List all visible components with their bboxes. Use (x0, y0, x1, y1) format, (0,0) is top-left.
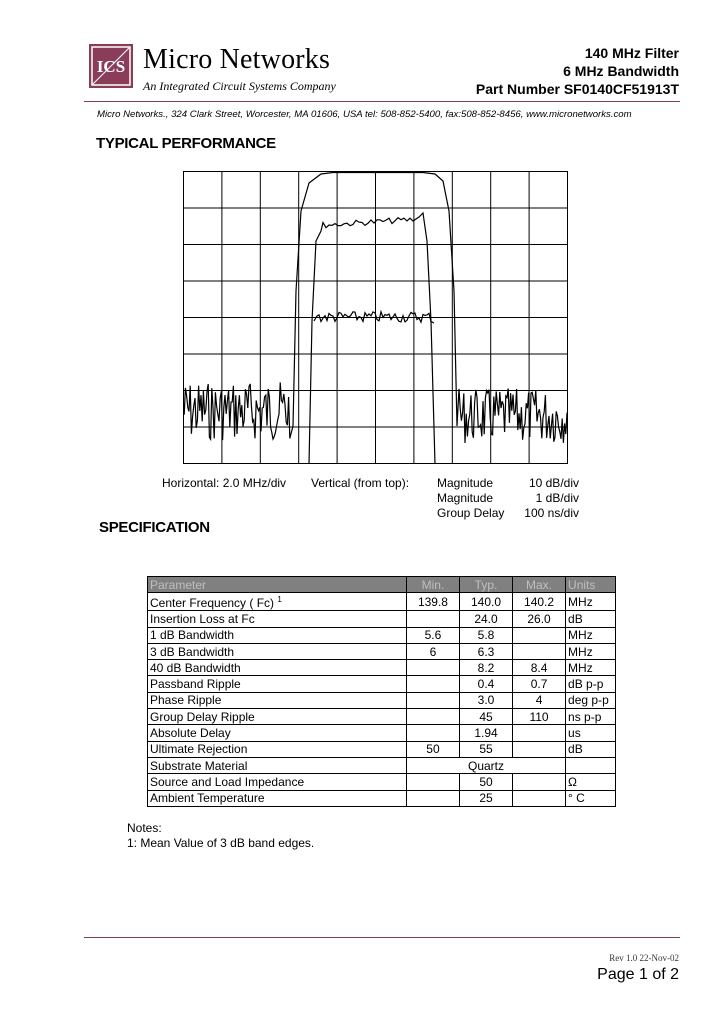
min-cell (406, 709, 459, 725)
typ-cell: 55 (459, 741, 512, 757)
max-cell: 140.2 (513, 593, 566, 611)
max-cell: 110 (513, 709, 566, 725)
unit-cell: MHz (566, 593, 616, 611)
unit-cell: MHz (566, 643, 616, 659)
param-cell: Passband Ripple (148, 676, 407, 692)
param-cell: Ambient Temperature (148, 790, 407, 806)
typ-cell: 24.0 (459, 611, 512, 627)
min-cell: 6 (406, 643, 459, 659)
table-row (148, 660, 616, 676)
typ-cell: 25 (459, 790, 512, 806)
min-cell (406, 611, 459, 627)
min-cell (406, 660, 459, 676)
trace-2-scale: 1 dB/div (535, 491, 579, 505)
min-cell (406, 692, 459, 708)
logo-text: ICS (96, 57, 126, 76)
unit-cell: MHz (566, 627, 616, 643)
footer-divider (84, 937, 680, 938)
param-cell: Source and Load Impedance (148, 774, 407, 790)
company-address: Micro Networks., 324 Clark Street, Worcester, MA 01606, USA tel: 508-852-5400, fax:508-852-8456, www.micronetworks.com (97, 109, 632, 120)
param-cell: Insertion Loss at Fc (148, 611, 407, 627)
vertical-scale-label: Vertical (from top): (311, 476, 410, 490)
table-row (148, 741, 616, 757)
param-cell: Substrate Material (148, 757, 407, 773)
max-cell (513, 627, 566, 643)
unit-cell: ° C (566, 790, 616, 806)
param-cell: Ultimate Rejection (148, 741, 407, 757)
company-tagline: An Integrated Circuit Systems Company (143, 79, 336, 93)
min-cell: 50 (406, 741, 459, 757)
unit-cell: deg p-p (566, 692, 616, 708)
typ-cell: 0.4 (459, 676, 512, 692)
max-cell (513, 725, 566, 741)
unit-cell: Ω (566, 774, 616, 790)
table-row (148, 593, 616, 611)
table-row (148, 725, 616, 741)
plot-grid (183, 171, 568, 464)
min-cell (406, 774, 459, 790)
column-header: Units (566, 577, 616, 593)
max-cell (513, 741, 566, 757)
part-number: Part Number SF0140CF51913T (475, 81, 679, 97)
trace-1-scale: 10 dB/div (528, 476, 579, 490)
trace-3-scale: 100 ns/div (524, 506, 579, 520)
table-header-row (148, 577, 616, 593)
horizontal-scale-label: Horizontal: 2.0 MHz/div (162, 476, 287, 490)
column-header: Max. (513, 577, 566, 593)
unit-cell: MHz (566, 660, 616, 676)
param-cell: 1 dB Bandwidth (148, 627, 407, 643)
notes-title: Notes: (127, 821, 162, 835)
unit-cell: ns p-p (566, 709, 616, 725)
max-cell (513, 643, 566, 659)
min-cell: 139.8 (406, 593, 459, 611)
typ-cell: 8.2 (459, 660, 512, 676)
column-header: Parameter (148, 577, 407, 593)
product-bandwidth: 6 MHz Bandwidth (563, 63, 679, 79)
max-cell (513, 790, 566, 806)
max-cell: 0.7 (513, 676, 566, 692)
specification-title: SPECIFICATION (99, 519, 210, 536)
typ-cell: 5.8 (459, 627, 512, 643)
min-cell (406, 676, 459, 692)
column-header: Typ. (459, 577, 512, 593)
typ-cell: 1.94 (459, 725, 512, 741)
typ-cell: 140.0 (459, 593, 512, 611)
table-row (148, 627, 616, 643)
table-row (148, 643, 616, 659)
table-row (148, 611, 616, 627)
unit-cell: dB (566, 741, 616, 757)
magnitude-passband-trace (309, 213, 435, 464)
min-cell: 5.6 (406, 627, 459, 643)
product-title: 140 MHz Filter (584, 45, 679, 61)
company-name: Micro Networks (143, 44, 331, 75)
unit-cell: dB (566, 611, 616, 627)
table-row (148, 709, 616, 725)
value-cell: Quartz (406, 757, 565, 773)
page-number: Page 1 of 2 (597, 966, 679, 983)
trace-2-name: Magnitude (437, 491, 494, 505)
column-header: Min. (406, 577, 459, 593)
table-row (148, 692, 616, 708)
header-divider (84, 101, 680, 102)
unit-cell: dB p-p (566, 676, 616, 692)
max-cell (513, 774, 566, 790)
max-cell: 4 (513, 692, 566, 708)
param-cell: Center Frequency ( Fc) $^1$ (148, 593, 407, 611)
table-row (148, 774, 616, 790)
param-cell: Group Delay Ripple (148, 709, 407, 725)
typ-cell: 45 (459, 709, 512, 725)
max-cell: 26.0 (513, 611, 566, 627)
specification-table (147, 576, 616, 807)
typ-cell: 6.3 (459, 643, 512, 659)
footnote-marker: 1 (277, 595, 282, 605)
trace-3-name: Group Delay (437, 506, 505, 520)
note-item: 1: Mean Value of 3 dB band edges. (127, 836, 315, 850)
performance-plot (183, 171, 568, 464)
table-row (148, 790, 616, 806)
trace-1-name: Magnitude (437, 476, 494, 490)
unit-cell (566, 757, 616, 773)
table-row (148, 757, 616, 773)
performance-title: TYPICAL PERFORMANCE (96, 135, 276, 152)
param-cell: Phase Ripple (148, 692, 407, 708)
typ-cell: 3.0 (459, 692, 512, 708)
company-logo (89, 44, 133, 88)
param-cell: Absolute Delay (148, 725, 407, 741)
table-row (148, 676, 616, 692)
param-cell: 3 dB Bandwidth (148, 643, 407, 659)
typ-cell: 50 (459, 774, 512, 790)
min-cell (406, 790, 459, 806)
min-cell (406, 725, 459, 741)
param-cell: 40 dB Bandwidth (148, 660, 407, 676)
revision-label: Rev 1.0 22-Nov-02 (609, 953, 679, 963)
unit-cell: us (566, 725, 616, 741)
max-cell: 8.4 (513, 660, 566, 676)
